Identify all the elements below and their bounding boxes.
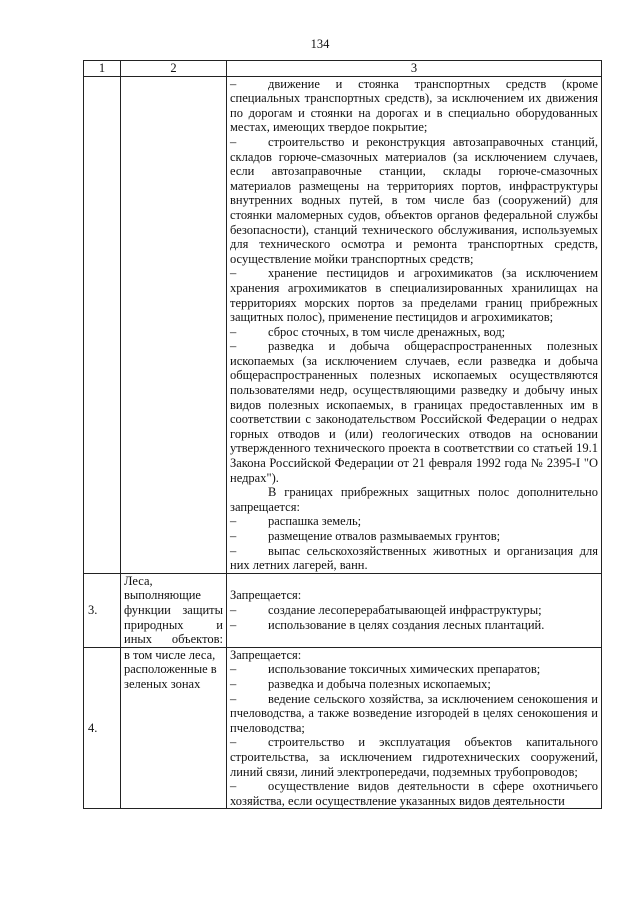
list-item: – разведка и добыча общераспространенных полезных ископаемых (за исключением случаев, если разведка и добыча общераспространенных полезных ископаемых осуществляются пользователями недр, осуществляющими разведку и добычу иных видов полезных ископаемых, в границах предоставленных им в соответствии с законодательством Российской Федерации о недрах горных отводов и (или) геологических отводов на основании утвержденного технического проекта в соответствии со статьей 19.1 Закона Российской Федерации от 21 февраля 1992 года № 2395-I "О недрах"). — [230, 339, 598, 485]
regulations-table — [83, 60, 602, 809]
table-row-3 — [84, 573, 602, 647]
list-item: – строительство и эксплуатация объектов капитального строительства, за исключением гидротехнических сооружений, линий связи, линий электропередачи, подземных трубопроводов; — [230, 735, 598, 779]
list-item: – использование токсичных химических препаратов; — [230, 662, 541, 677]
list-item: – движение и стоянка транспортных средств (кроме специальных транспортных средств), за исключением их движения по дорогам и стоянки на дорогах и в специально оборудованных местах, имеющих твердое покрытие; — [230, 76, 598, 135]
additional-restrictions-intro: В границах прибрежных защитных полос дополнительно запрещается: — [230, 485, 598, 514]
restrictions-intro: Запрещается: — [230, 588, 302, 603]
list-item: – хранение пестицидов и агрохимикатов (за исключением хранения агрохимикатов в специализированных хранилищах на территориях морских портов за пределами границ прибрежных защитных полос), применение пестицидов и агрохимикатов; — [230, 266, 598, 325]
list-item: – распашка земель; — [230, 514, 362, 529]
restrictions-cell — [227, 647, 602, 809]
table-row-4 — [84, 647, 602, 809]
table-row-continuation — [84, 76, 602, 573]
list-item: – ведение сельского хозяйства, за исключением сенокошения и пчеловодства, а также возведение изгородей в целях сенокошения и пчеловодства; — [230, 691, 598, 735]
row-number-cell — [84, 76, 121, 573]
row-number: 3. — [84, 573, 121, 647]
list-item: – создание лесоперерабатывающей инфраструктуры; — [230, 602, 542, 617]
list-item: – разведка и добыча полезных ископаемых; — [230, 676, 491, 691]
column-header-2: 2 — [121, 61, 227, 77]
restrictions-intro: Запрещается: — [230, 647, 302, 662]
list-item: – использование в целях создания лесных плантаций. — [230, 617, 545, 632]
list-item: – сброс сточных, в том числе дренажных, вод; — [230, 324, 506, 339]
restrictions-cell — [227, 76, 602, 573]
list-item: – выпас сельскохозяйственных животных и организация для них летних лагерей, ванн. — [230, 543, 598, 573]
table-header-row — [84, 61, 602, 77]
row-description-cell — [121, 76, 227, 573]
page-number: 134 — [310, 37, 330, 51]
column-header-1: 1 — [84, 61, 121, 77]
list-item: – размещение отвалов размываемых грунтов; — [230, 529, 501, 543]
list-item: – строительство и реконструкция автозаправочных станций, складов горюче-смазочных материалов (за исключением случаев, если автозаправочные станции, склады горюче-смазочных материалов размещены на территориях портов, инфраструктуры внутренних водных путей, в том числе баз (сооружений) для стоянки маломерных судов, объектов органов федеральной службы безопасности), станций технического обслуживания, используемых для технического осмотра и ремонта транспортных средств, осуществление мойки транспортных средств; — [230, 134, 598, 266]
restrictions-cell — [227, 573, 602, 647]
row-description: Леса, выполняющие функции защиты природных и иных объектов: — [121, 573, 227, 647]
row-description: в том числе леса, расположенные в зеленых зонах — [121, 647, 227, 809]
list-item: – осуществление видов деятельности в сфере охотничьего хозяйства, если осуществление указанных видов деятельности — [230, 779, 598, 808]
column-header-3: 3 — [227, 61, 602, 77]
row-number: 4. — [84, 647, 121, 809]
